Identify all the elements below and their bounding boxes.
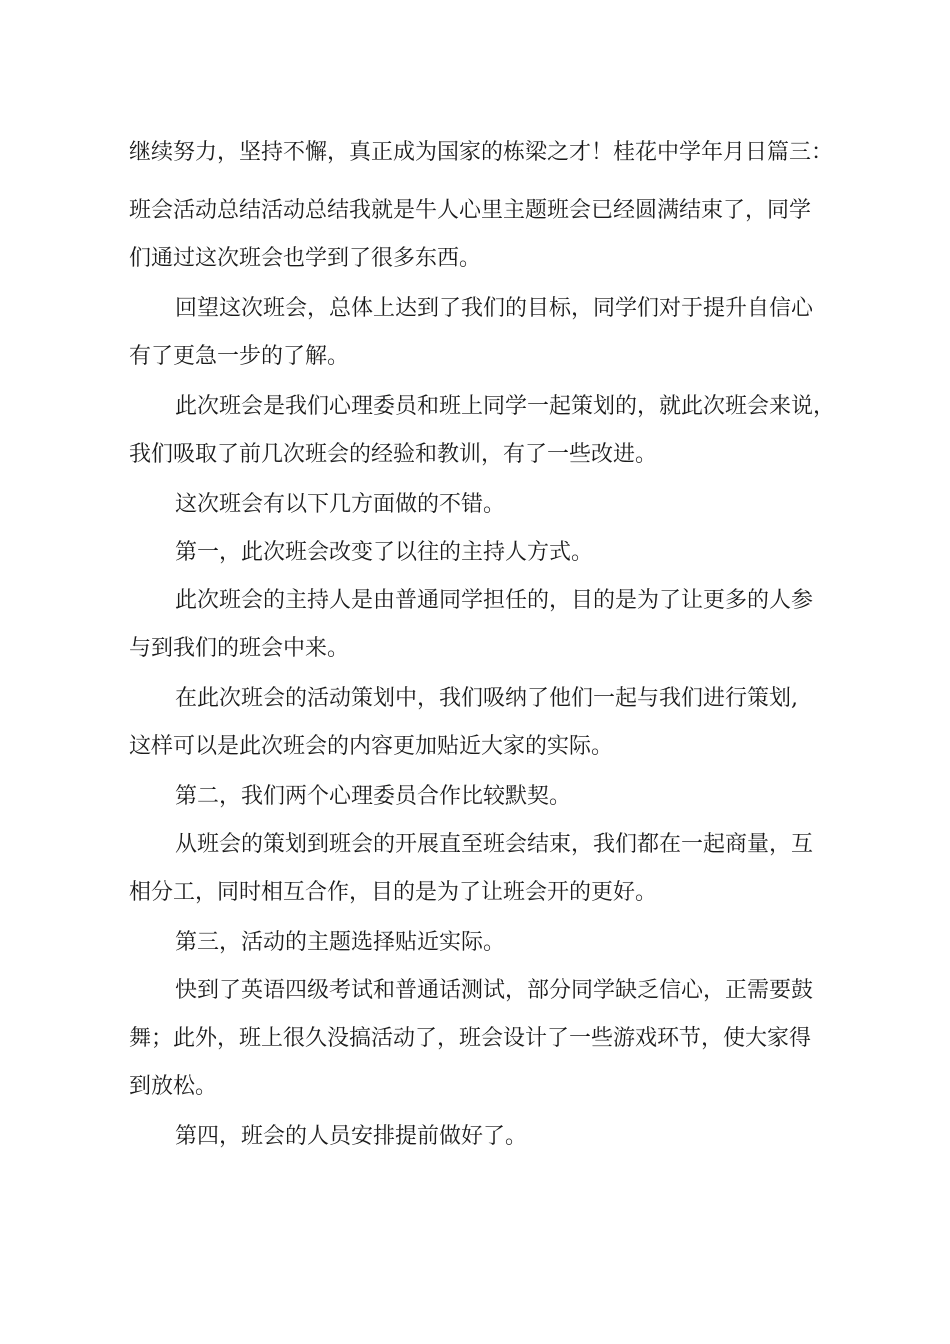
text-line: 继续努力，坚持不懈，真正成为国家的栋梁之才！桂花中学年月日篇三： bbox=[129, 140, 834, 165]
text-line: 从班会的策划到班会的开展直至班会结束，我们都在一起商量，互 bbox=[175, 832, 814, 857]
text-line: 第三，活动的主题选择贴近实际。 bbox=[175, 930, 506, 955]
text-line: 此次班会是我们心理委员和班上同学一起策划的，就此次班会来说， bbox=[175, 394, 836, 419]
text-line: 快到了英语四级考试和普通话测试，部分同学缺乏信心，正需要鼓 bbox=[175, 978, 814, 1003]
text-line: 我们吸取了前几次班会的经验和教训，有了一些改进。 bbox=[129, 442, 658, 467]
text-line: 第二，我们两个心理委员合作比较默契。 bbox=[175, 784, 572, 809]
text-line: 舞；此外，班上很久没搞活动了，班会设计了一些游戏环节，使大家得 bbox=[129, 1026, 812, 1051]
text-line: 这样可以是此次班会的内容更加贴近大家的实际。 bbox=[129, 734, 614, 759]
text-line: 这次班会有以下几方面做的不错。 bbox=[175, 492, 506, 517]
text-line: 班会活动总结活动总结我就是牛人心里主题班会已经圆满结束了，同学 bbox=[129, 198, 812, 223]
text-line: 此次班会的主持人是由普通同学担任的，目的是为了让更多的人参 bbox=[175, 588, 814, 613]
text-line: 有了更急一步的了解。 bbox=[129, 344, 350, 369]
text-line: 第四，班会的人员安排提前做好了。 bbox=[175, 1124, 528, 1149]
text-line: 相分工，同时相互合作，目的是为了让班会开的更好。 bbox=[129, 880, 658, 905]
text-line: 第一，此次班会改变了以往的主持人方式。 bbox=[175, 540, 594, 565]
text-line: 到放松。 bbox=[129, 1074, 218, 1099]
text-line: 与到我们的班会中来。 bbox=[129, 636, 350, 661]
text-line: 在此次班会的活动策划中，我们吸纳了他们一起与我们进行策划, bbox=[175, 686, 798, 711]
text-line: 回望这次班会，总体上达到了我们的目标，同学们对于提升自信心 bbox=[175, 296, 814, 321]
text-line: 们通过这次班会也学到了很多东西。 bbox=[129, 246, 482, 271]
